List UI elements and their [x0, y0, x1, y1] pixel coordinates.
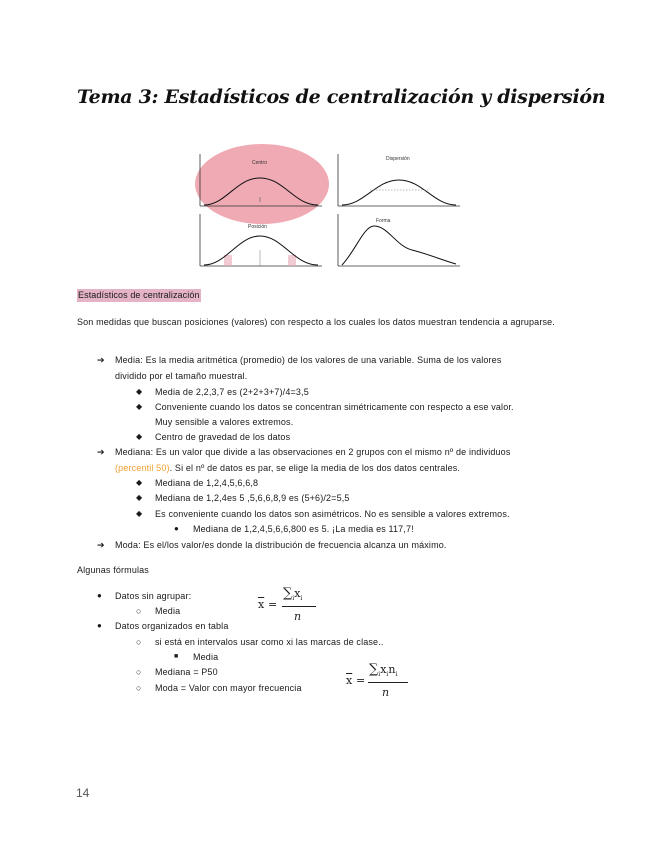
intro-paragraph: Son medidas que buscan posiciones (valores) con respecto a los cuales los datos muestran tendencia a agruparse.: [77, 317, 555, 327]
moda-label: Moda:: [115, 540, 141, 550]
moda-text: Es el/los valor/es donde la distribución de frecuencia alcanza un máximo.: [143, 540, 447, 550]
formula-mean-ungrouped: $\overline{x}$ = $\sum_ix_i$ n: [256, 586, 326, 626]
mediana-line2-rest: . Si el nº de datos es par, se elige la media de los dos datos centrales.: [169, 463, 461, 473]
formula-mediana: Mediana = P50: [155, 667, 218, 677]
arrow-bullet-icon: ➔: [97, 540, 105, 550]
diamond-bullet-icon: ◆: [136, 432, 143, 441]
circle-bullet-icon: ○: [136, 637, 142, 647]
diamond-bullet-icon: ◆: [136, 478, 143, 487]
media-sub3: Centro de gravedad de los datos: [155, 432, 291, 442]
diamond-bullet-icon: ◆: [136, 509, 143, 518]
formula-mean-grouped: $\overline{x}$ = $\sum_ix_in_i$ n: [344, 662, 416, 702]
panel-label-forma: Forma: [376, 218, 391, 224]
diamond-bullet-icon: ◆: [136, 402, 143, 411]
circle-bullet-icon: ○: [136, 667, 142, 677]
formulas-heading: Algunas fórmulas: [77, 565, 149, 575]
formula-intervalos: si está en intervalos usar como xi las marcas de clase..: [155, 637, 384, 647]
dot-bullet-icon: ●: [97, 621, 102, 630]
percentil-highlight: (percentil 50): [115, 463, 170, 473]
formula-media2: Media: [193, 652, 219, 662]
mediana-text: Es un valor que divide a las observaciones en 2 grupos con el mismo nº de individuos: [155, 447, 511, 457]
circle-bullet-icon: ○: [136, 683, 142, 693]
square-bullet-icon: ■: [174, 653, 179, 660]
panel-label-posicion: Posición: [248, 224, 267, 230]
section-heading: Estadísticos de centralización: [78, 290, 200, 300]
mediana-sub2: Mediana de 1,2,4es 5 ,5,6,6,8,9 es (5+6)/2=5,5: [155, 493, 350, 503]
panel-label-centro: Centro: [252, 160, 268, 166]
dot-bullet-icon: ●: [174, 524, 179, 533]
mediana-sub3: Es conveniente cuando los datos son asimétricos. No es sensible a valores extremos.: [155, 509, 510, 519]
mediana-line1: [115, 444, 510, 460]
mediana-sub1: Mediana de 1,2,4,5,6,6,8: [155, 478, 259, 488]
distribution-panels: [196, 150, 464, 268]
arrow-bullet-icon: ➔: [97, 355, 105, 365]
panel-dispersion: [338, 154, 460, 206]
media-label: Media:: [115, 355, 143, 365]
page-number: 14: [76, 786, 90, 800]
diamond-bullet-icon: ◆: [136, 387, 143, 396]
media-sub2b: Muy sensible a valores extremos.: [155, 417, 294, 427]
formula-moda: Moda = Valor con mayor frecuencia: [155, 683, 302, 693]
formula-sin-agrupar: Datos sin agrupar:: [115, 591, 192, 601]
dot-bullet-icon: ●: [97, 591, 102, 600]
media-sub1: Media de 2,2,3,7 es (2+2+3+7)/4=3,5: [155, 387, 309, 397]
panel-label-dispersion: Dispersión: [386, 156, 410, 162]
moda-line: [115, 537, 447, 553]
media-text: Es la media aritmética (promedio) de los valores de una variable. Suma de los valores: [145, 355, 502, 365]
media-sub2a: Conveniente cuando los datos se concentran simétricamente con respecto a ese valor.: [155, 402, 514, 412]
highlight-circle: [195, 144, 329, 224]
circle-bullet-icon: ○: [136, 606, 142, 616]
media-line1: [115, 352, 502, 368]
arrow-bullet-icon: ➔: [97, 447, 105, 457]
formula-tabla: Datos organizados en tabla: [115, 621, 229, 631]
mediana-line2: [115, 460, 460, 476]
media-line2: dividido por el tamaño muestral.: [115, 371, 248, 381]
formula-media-label: Media: [155, 606, 181, 616]
panel-forma: [338, 214, 460, 266]
mediana-subsub: Mediana de 1,2,4,5,6,6,800 es 5. ¡La media es 117,7!: [193, 524, 414, 534]
diamond-bullet-icon: ◆: [136, 493, 143, 502]
distribution-figure: [196, 150, 464, 268]
page-title: Tema 3: Estadísticos de centralización y dispersión: [77, 86, 606, 108]
mediana-label: Mediana:: [115, 447, 154, 457]
